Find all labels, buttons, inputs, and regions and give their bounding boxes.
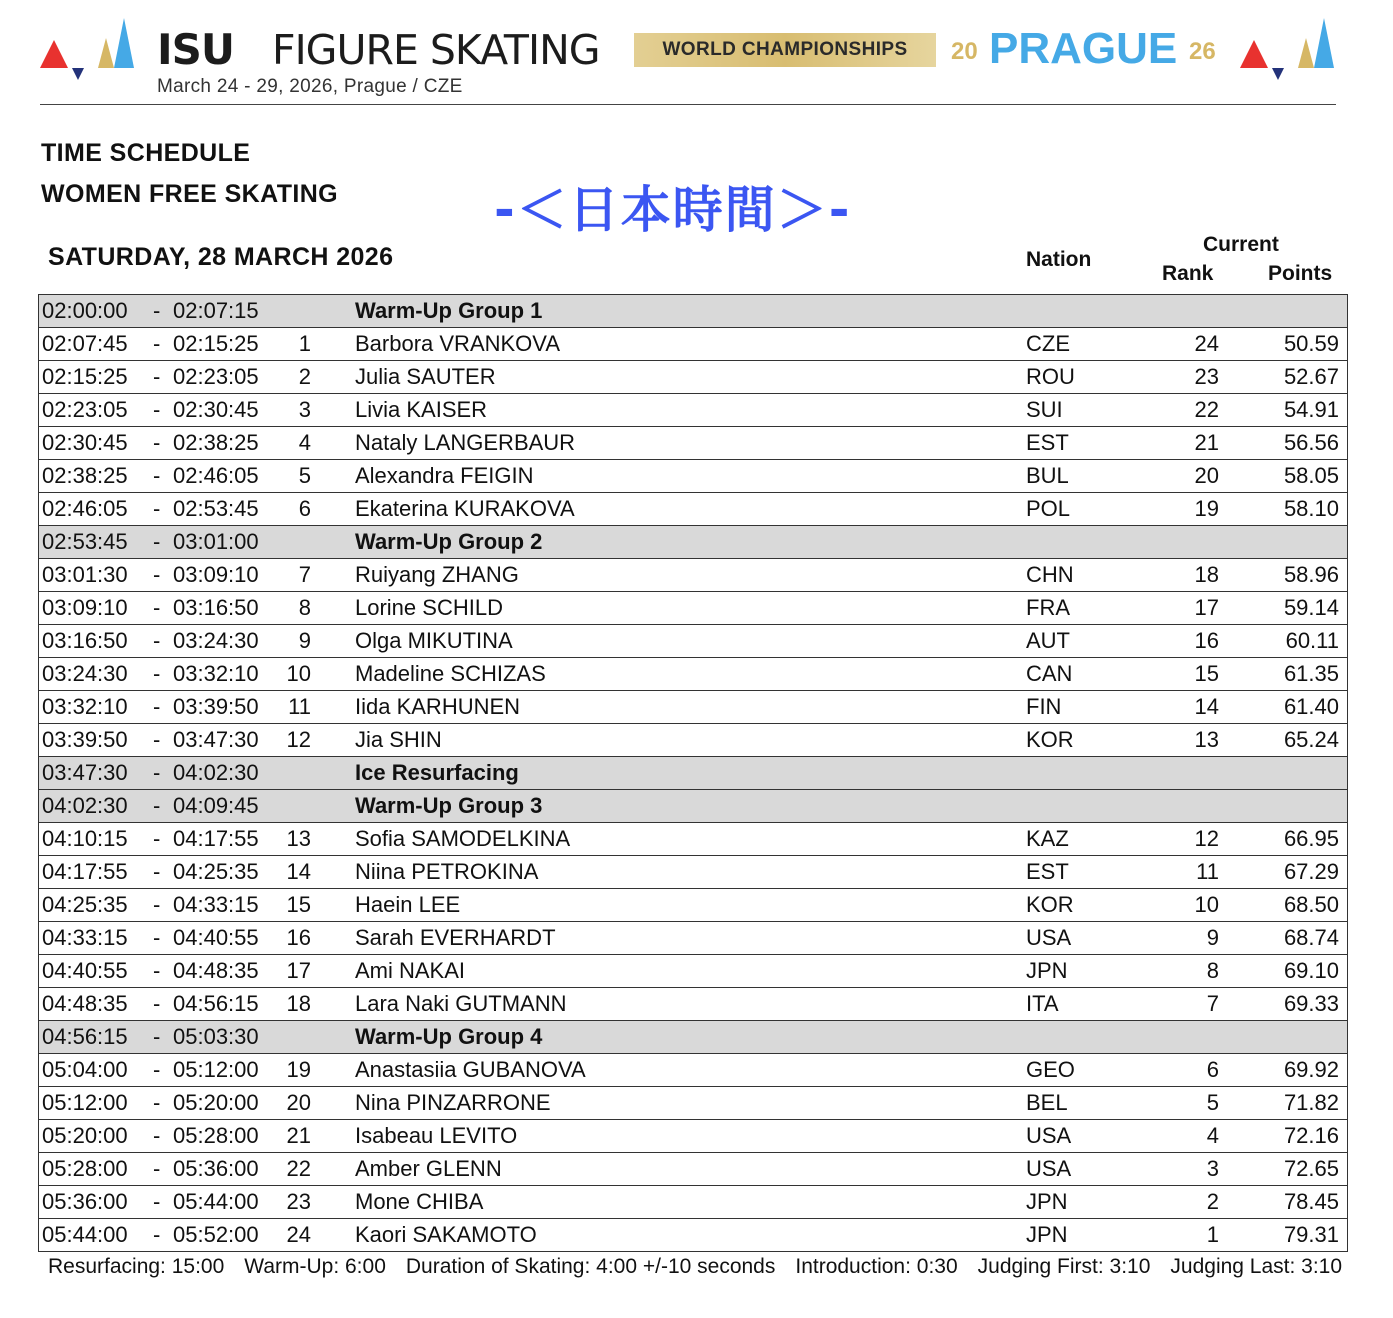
year-prefix: 20 [951,38,978,65]
start-time-cell: 03:16:50 [42,628,128,653]
start-time-cell: 03:32:10 [42,694,128,719]
start-time-cell: 04:25:35 [42,892,128,917]
table-row [39,1153,1347,1186]
points-cell: 61.40 [1283,694,1339,719]
table-row [39,1219,1347,1252]
time-separator: - [153,628,161,653]
start-time-cell: 05:20:00 [42,1123,128,1148]
time-separator: - [153,463,161,488]
group-row [39,757,1347,790]
points-cell: 72.16 [1283,1123,1339,1148]
end-time-cell: 04:33:15 [173,892,259,917]
time-separator: - [153,1024,161,1049]
end-time-cell: 03:01:00 [173,529,259,554]
nation-cell: FIN [1026,694,1062,719]
end-time-cell: 02:53:45 [173,496,259,521]
rank-cell: 1 [1206,1222,1219,1247]
start-time-cell: 04:40:55 [42,958,128,983]
rank-cell: 15 [1194,661,1219,686]
table-row [39,460,1347,493]
rank-cell: 4 [1206,1123,1219,1148]
footer-item: Judging First: 3:10 [977,1255,1151,1278]
end-time-cell: 05:28:00 [173,1123,259,1148]
start-number-cell: 1 [298,331,311,356]
time-separator: - [153,496,161,521]
points-cell: 58.05 [1283,463,1339,488]
start-number-cell: 20 [286,1090,311,1115]
group-label-cell: Warm-Up Group 1 [355,298,543,323]
table-row [39,724,1347,757]
points-cell: 52.67 [1283,364,1339,389]
start-number-cell: 11 [288,694,311,719]
blue-triangle-icon [114,18,134,68]
table-row [39,691,1347,724]
start-time-cell: 02:15:25 [42,364,128,389]
table-row [39,856,1347,889]
rank-cell: 11 [1196,859,1219,884]
end-time-cell: 04:40:55 [173,925,259,950]
rank-cell: 12 [1194,826,1219,851]
start-number-cell: 3 [298,397,311,422]
start-time-cell: 05:12:00 [42,1090,128,1115]
points-cell: 72.65 [1283,1156,1339,1181]
skater-name-cell: Amber GLENN [355,1156,502,1181]
end-time-cell: 02:46:05 [173,463,259,488]
end-time-cell: 05:20:00 [173,1090,259,1115]
end-time-cell: 05:36:00 [173,1156,259,1181]
start-number-cell: 15 [286,892,311,917]
nation-cell: USA [1026,1123,1072,1148]
end-time-cell: 03:32:10 [173,661,259,686]
event-dates: March 24 - 29, 2026, Prague / CZE [157,76,463,97]
time-separator: - [153,529,161,554]
gold-triangle-icon [98,38,114,68]
footer-item: Resurfacing: 15:00 [48,1255,225,1278]
end-time-cell: 02:23:05 [173,364,259,389]
points-cell: 59.14 [1283,595,1339,620]
time-separator: - [153,925,161,950]
nation-cell: POL [1026,496,1071,521]
time-separator: - [153,562,161,587]
header [0,0,1393,106]
points-cell: 69.33 [1283,991,1339,1016]
table-row [39,1186,1347,1219]
nation-cell: JPN [1026,958,1068,983]
time-separator: - [153,397,161,422]
nation-cell: USA [1026,925,1072,950]
start-number-cell: 4 [298,430,311,455]
nation-cell: FRA [1026,595,1070,620]
points-cell: 61.35 [1283,661,1339,686]
points-cell: 58.96 [1283,562,1339,587]
time-separator: - [153,298,161,323]
gold-triangle-icon [1298,38,1314,68]
start-time-cell: 03:39:50 [42,727,128,752]
group-label-cell: Warm-Up Group 3 [355,793,543,818]
city-name: PRAGUE [989,24,1178,73]
start-number-cell: 14 [286,859,311,884]
points-cell: 56.56 [1283,430,1339,455]
start-number-cell: 21 [286,1123,311,1148]
start-time-cell: 03:09:10 [42,595,128,620]
red-triangle-icon [1240,40,1268,68]
start-time-cell: 02:30:45 [42,430,128,455]
skater-name-cell: Sofia SAMODELKINA [355,826,571,851]
footer-item: Introduction: 0:30 [795,1255,958,1278]
table-row [39,1054,1347,1087]
points-cell: 66.95 [1283,826,1339,851]
nation-column-header: Nation [1026,248,1092,271]
table-row [39,559,1347,592]
nation-cell: JPN [1026,1189,1068,1214]
group-row [39,295,1347,328]
rank-cell: 16 [1194,628,1219,653]
nation-cell: USA [1026,1156,1072,1181]
table-row [39,1120,1347,1153]
table-row [39,955,1347,988]
nation-cell: CAN [1026,661,1073,686]
end-time-cell: 03:16:50 [173,595,259,620]
table-row [39,592,1347,625]
start-number-cell: 16 [286,925,311,950]
skater-name-cell: Ekaterina KURAKOVA [355,496,575,521]
points-cell: 69.92 [1283,1057,1339,1082]
points-cell: 69.10 [1283,958,1339,983]
group-label-cell: Warm-Up Group 2 [355,529,543,554]
footer-item: Warm-Up: 6:00 [244,1255,386,1278]
end-time-cell: 04:09:45 [173,793,259,818]
time-separator: - [153,1057,161,1082]
skater-name-cell: Isabeau LEVITO [355,1123,518,1148]
rank-cell: 6 [1206,1057,1219,1082]
nation-cell: ROU [1026,364,1075,389]
start-number-cell: 10 [286,661,311,686]
start-time-cell: 02:00:00 [42,298,128,323]
rank-cell: 7 [1206,991,1219,1016]
red-triangle-icon [40,40,68,68]
year-suffix: 26 [1189,38,1216,65]
skater-name-cell: Iida KARHUNEN [355,694,521,719]
nation-cell: CHN [1026,562,1074,587]
time-separator: - [153,859,161,884]
start-number-cell: 24 [286,1222,311,1247]
end-time-cell: 05:03:30 [173,1024,259,1049]
end-time-cell: 02:30:45 [173,397,259,422]
start-number-cell: 9 [298,628,311,653]
skater-name-cell: Alexandra FEIGIN [355,463,534,488]
end-time-cell: 03:47:30 [173,727,259,752]
footer-item: Judging Last: 3:10 [1170,1255,1343,1278]
end-time-cell: 02:15:25 [173,331,259,356]
time-separator: - [153,364,161,389]
rank-cell: 9 [1206,925,1219,950]
group-row [39,790,1347,823]
start-time-cell: 02:38:25 [42,463,128,488]
time-separator: - [153,1189,161,1214]
nation-cell: KOR [1026,892,1074,917]
nation-cell: EST [1026,859,1069,884]
blue-triangle-icon [1314,18,1334,68]
time-separator: - [153,991,161,1016]
start-time-cell: 04:17:55 [42,859,128,884]
prague-logo-mark-left [40,16,136,86]
time-separator: - [153,1090,161,1115]
end-time-cell: 04:17:55 [173,826,259,851]
end-time-cell: 05:12:00 [173,1057,259,1082]
time-separator: - [153,1222,161,1247]
skater-name-cell: Barbora VRANKOVA [355,331,561,356]
points-column-header: Points [1268,262,1333,285]
rank-cell: 5 [1206,1090,1219,1115]
end-time-cell: 05:44:00 [173,1189,259,1214]
points-cell: 68.50 [1283,892,1339,917]
start-time-cell: 05:36:00 [42,1189,128,1214]
skater-name-cell: Sarah EVERHARDT [355,925,556,950]
skater-name-cell: Niina PETROKINA [355,859,539,884]
rank-cell: 3 [1206,1156,1219,1181]
group-row [39,1021,1347,1054]
start-time-cell: 04:48:35 [42,991,128,1016]
start-time-cell: 02:07:45 [42,331,128,356]
nation-cell: GEO [1026,1057,1075,1082]
schedule-date: SATURDAY, 28 MARCH 2026 [48,243,394,271]
start-number-cell: 6 [298,496,311,521]
start-number-cell: 17 [286,958,311,983]
time-separator: - [153,1156,161,1181]
start-time-cell: 05:04:00 [42,1057,128,1082]
rank-cell: 17 [1194,595,1219,620]
time-separator: - [153,793,161,818]
header-divider [40,104,1336,105]
start-number-cell: 22 [286,1156,311,1181]
nation-cell: EST [1026,430,1069,455]
time-separator: - [153,760,161,785]
start-number-cell: 2 [298,364,311,389]
skater-name-cell: Mone CHIBA [355,1189,484,1214]
end-time-cell: 03:09:10 [173,562,259,587]
navy-triangle-icon [72,68,84,80]
start-number-cell: 19 [286,1057,311,1082]
schedule-table [38,294,1348,1252]
rank-cell: 10 [1194,892,1219,917]
start-time-cell: 05:28:00 [42,1156,128,1181]
table-row [39,328,1347,361]
start-time-cell: 05:44:00 [42,1222,128,1247]
nation-cell: KOR [1026,727,1074,752]
skater-name-cell: Ami NAKAI [355,958,466,983]
end-time-cell: 04:48:35 [173,958,259,983]
event-title: WOMEN FREE SKATING [41,180,339,208]
current-column-header: Current [1203,233,1279,256]
world-championships-badge: WORLD CHAMPIONSHIPS [634,33,936,67]
schedule-title: TIME SCHEDULE [41,139,251,167]
rank-cell: 21 [1194,430,1219,455]
points-cell: 78.45 [1283,1189,1339,1214]
rank-cell: 2 [1206,1189,1219,1214]
end-time-cell: 04:25:35 [173,859,259,884]
footer-item: Duration of Skating: 4:00 +/-10 seconds [405,1255,776,1278]
table-row [39,889,1347,922]
end-time-cell: 02:38:25 [173,430,259,455]
start-time-cell: 04:56:15 [42,1024,128,1049]
points-cell: 60.11 [1285,628,1339,653]
table-row [39,922,1347,955]
table-row [39,361,1347,394]
start-time-cell: 03:24:30 [42,661,128,686]
end-time-cell: 03:24:30 [173,628,259,653]
timing-footer [48,1255,1362,1279]
skater-name-cell: Ruiyang ZHANG [355,562,519,587]
table-row [39,658,1347,691]
table-row [39,493,1347,526]
points-cell: 58.10 [1283,496,1339,521]
points-cell: 54.91 [1283,397,1339,422]
rank-cell: 18 [1194,562,1219,587]
time-separator: - [153,331,161,356]
time-separator: - [153,958,161,983]
nation-cell: ITA [1026,991,1059,1016]
skater-name-cell: Jia SHIN [355,727,442,752]
start-number-cell: 13 [286,826,311,851]
table-row [39,427,1347,460]
table-row [39,625,1347,658]
rank-cell: 19 [1194,496,1219,521]
table-row [39,823,1347,856]
table-row [39,1087,1347,1120]
skater-name-cell: Julia SAUTER [355,364,496,389]
skater-name-cell: Haein LEE [355,892,461,917]
end-time-cell: 02:07:15 [173,298,259,323]
nation-cell: SUI [1026,397,1063,422]
rank-cell: 8 [1206,958,1219,983]
start-time-cell: 02:23:05 [42,397,128,422]
start-number-cell: 12 [286,727,311,752]
nation-cell: BUL [1026,463,1069,488]
nation-cell: BEL [1026,1090,1068,1115]
table-row [39,394,1347,427]
isu-logo: ISU [157,25,234,74]
skater-name-cell: Nataly LANGERBAUR [355,430,576,455]
start-time-cell: 02:53:45 [42,529,128,554]
start-number-cell: 5 [298,463,311,488]
start-number-cell: 8 [298,595,311,620]
start-time-cell: 04:02:30 [42,793,128,818]
time-separator: - [153,430,161,455]
points-cell: 50.59 [1283,331,1339,356]
time-separator: - [153,1123,161,1148]
end-time-cell: 04:02:30 [173,760,259,785]
nation-cell: CZE [1026,331,1070,356]
group-label-cell: Warm-Up Group 4 [355,1024,543,1049]
skater-name-cell: Anastasiia GUBANOVA [355,1057,586,1082]
rank-column-header: Rank [1162,262,1214,285]
start-time-cell: 04:10:15 [42,826,128,851]
time-separator: - [153,826,161,851]
time-separator: - [153,727,161,752]
rank-cell: 14 [1194,694,1219,719]
prague-logo-mark-right [1240,16,1336,86]
nation-cell: KAZ [1026,826,1069,851]
time-separator: - [153,595,161,620]
nation-cell: AUT [1026,628,1070,653]
rank-cell: 20 [1194,463,1219,488]
navy-triangle-icon [1272,68,1284,80]
time-separator: - [153,892,161,917]
start-time-cell: 04:33:15 [42,925,128,950]
skater-name-cell: Nina PINZARRONE [355,1090,551,1115]
rank-cell: 13 [1194,727,1219,752]
start-number-cell: 18 [286,991,311,1016]
skater-name-cell: Kaori SAKAMOTO [355,1222,537,1247]
start-number-cell: 23 [286,1189,311,1214]
skater-name-cell: Madeline SCHIZAS [355,661,546,686]
skater-name-cell: Lorine SCHILD [355,595,503,620]
skater-name-cell: Lara Naki GUTMANN [355,991,567,1016]
end-time-cell: 04:56:15 [173,991,259,1016]
time-separator: - [153,661,161,686]
points-cell: 79.31 [1283,1222,1339,1247]
start-number-cell: 7 [298,562,311,587]
group-label-cell: Ice Resurfacing [355,760,519,785]
start-time-cell: 03:01:30 [42,562,128,587]
rank-cell: 22 [1194,397,1219,422]
group-row [39,526,1347,559]
start-time-cell: 02:46:05 [42,496,128,521]
time-separator: - [153,694,161,719]
end-time-cell: 03:39:50 [173,694,259,719]
japan-time-note: -＜日本時間＞- [494,181,852,239]
skater-name-cell: Olga MIKUTINA [355,628,513,653]
start-time-cell: 03:47:30 [42,760,128,785]
table-row [39,988,1347,1021]
points-cell: 65.24 [1283,727,1339,752]
points-cell: 68.74 [1283,925,1339,950]
nation-cell: JPN [1026,1222,1068,1247]
rank-cell: 23 [1194,364,1219,389]
rank-cell: 24 [1194,331,1219,356]
figure-skating-title: FIGURE SKATING [272,26,600,74]
points-cell: 71.82 [1283,1090,1339,1115]
end-time-cell: 05:52:00 [173,1222,259,1247]
points-cell: 67.29 [1283,859,1339,884]
skater-name-cell: Livia KAISER [355,397,488,422]
